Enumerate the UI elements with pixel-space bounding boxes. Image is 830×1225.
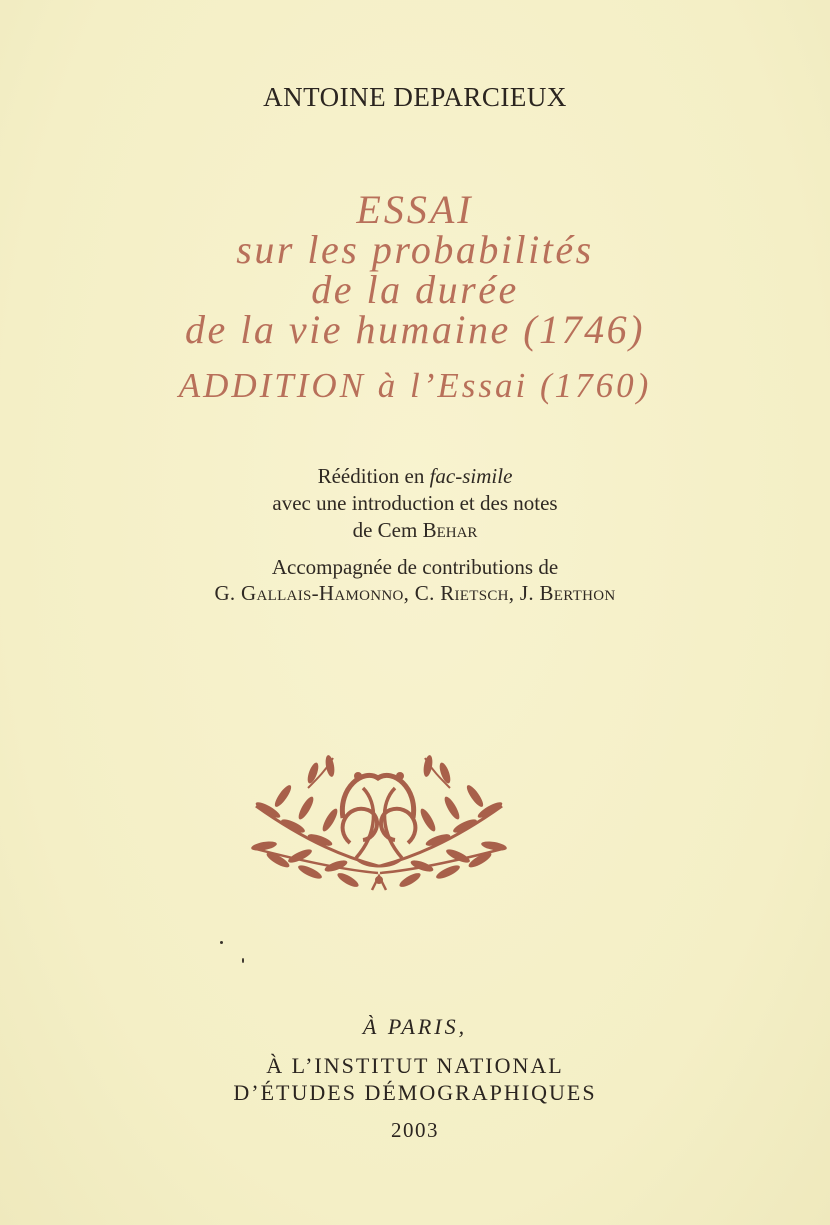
imprint-city: À PARIS, <box>362 1014 468 1039</box>
imprint-publisher-line2: D’ÉTUDES DÉMOGRAPHIQUES <box>233 1080 597 1105</box>
paper-speck <box>220 941 223 944</box>
credit-introduction: avec une introduction et des notes <box>272 491 558 515</box>
paper-speck <box>242 958 244 963</box>
credit-reedition-prefix: Réédition en <box>317 464 430 488</box>
author-name: ANTOINE DEPARCIEUX <box>263 82 567 112</box>
credit-editor <box>0 518 830 543</box>
credit-contributors: G. Gallais-Hamonno, C. Rietsch, J. Berthon <box>214 581 616 605</box>
laurel-monogram-icon <box>238 748 520 896</box>
credit-reedition <box>0 464 830 489</box>
credit-editor-name: Behar <box>422 518 478 542</box>
title-line-addition: ADDITION à l’Essai (1760) <box>178 366 652 405</box>
credit-editor-prefix: de Cem <box>352 518 423 542</box>
credit-fac-simile: fac-simile <box>429 464 513 488</box>
title-line-vie-humaine: de la vie humaine (1746) <box>185 307 645 352</box>
title-line-probabilites: sur les probabilités <box>236 227 594 272</box>
title-line-duree: de la durée <box>311 267 519 312</box>
imprint-publisher-line1: À L’INSTITUT NATIONAL <box>266 1053 564 1078</box>
title-line-essai: ESSAI <box>356 187 474 232</box>
imprint-year: 2003 <box>391 1118 439 1142</box>
credit-contributions-label: Accompagnée de contributions de <box>271 555 559 579</box>
